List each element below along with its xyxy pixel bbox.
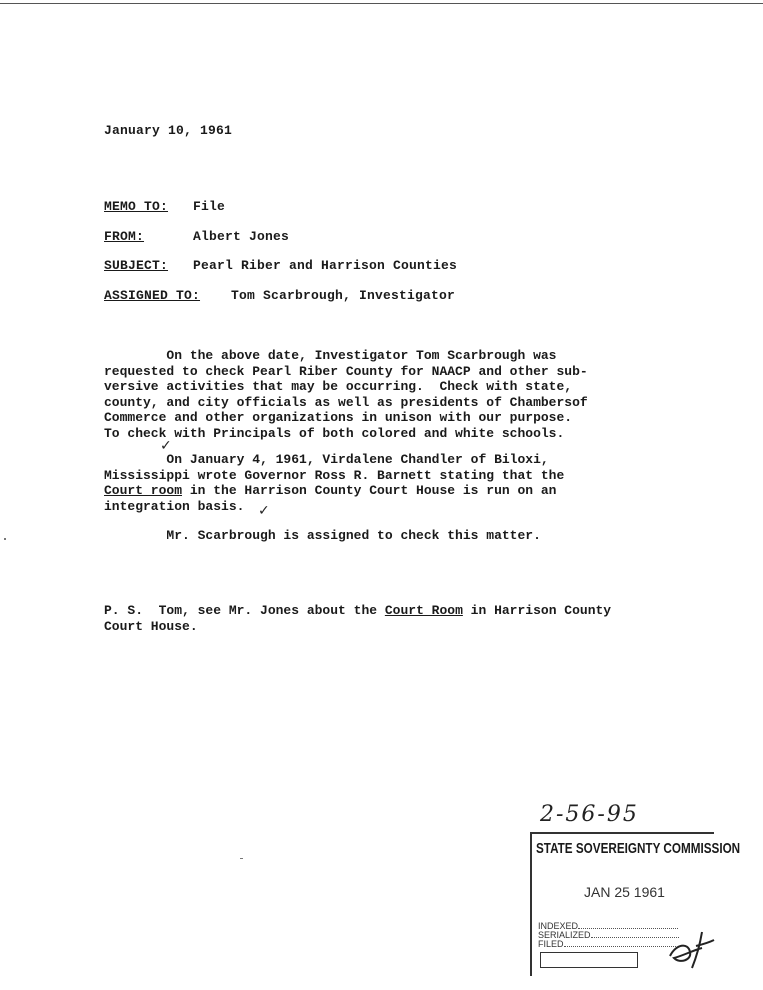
paragraph-line [104,483,684,499]
memo-date: January 10, 1961 [104,123,233,138]
stamp-field-serialized: SERIALIZED [538,931,679,940]
commission-stamp [530,832,741,976]
memo-to-label: MEMO TO: [104,199,169,214]
court-room-underlined: Court room [104,483,183,498]
paragraph-instructions [104,348,684,441]
paragraph-line: On the above date, Investigator Tom Scarbrough was [104,348,557,363]
memo-to-value: File [193,199,226,214]
paragraph-line: versive activities that may be occurring. Check with state, [104,379,573,394]
stamp-field-indexed: INDEXED [538,922,679,931]
stamp-box [540,952,638,968]
from-label: FROM: [104,229,145,244]
ps-prefix: P. S. Tom, see Mr. Jones about the [104,603,385,618]
ps-court-room: Court Room [384,603,463,618]
paragraph-line: Mr. Scarbrough is assigned to check this matter. [104,528,541,543]
top-rule [0,3,763,4]
stamp-date: JAN 25 1961 [584,884,665,900]
paragraph-line: Mississippi wrote Governor Ross R. Barnett stating that the [104,467,565,483]
scan-speck [4,538,6,540]
paragraph-line: integration basis. [104,498,245,514]
from-value: Albert Jones [193,229,290,244]
checkmark-icon: ✓ [160,438,172,454]
assigned-value: Tom Scarbrough, Investigator [231,288,456,303]
scan-speck [240,858,243,859]
paragraph-line: county, and city officials as well as presidents of Chambersof [104,394,588,410]
postscript [104,603,684,634]
paragraph-line: On January 4, 1961, Virdalene Chandler of Biloxi, [104,452,549,467]
paragraph-letter [104,452,684,514]
stamp-field-filed: FILED [538,940,679,949]
handwritten-file-number: 2-56-95 [540,802,639,827]
checkmark-icon: ✓ [258,503,270,519]
ps-suffix: in Harrison County [462,603,612,618]
paragraph-assignment [104,528,684,544]
court-room-rest: in the Harrison County Court House is run on an [182,483,557,498]
subject-value: Pearl Riber and Harrison Counties [193,258,458,273]
stamp-fields [538,922,679,949]
paragraph-line: To check with Principals of both colored and white schools. [104,425,565,441]
paragraph-line: Commerce and other organizations in unison with our purpose. [104,410,573,425]
paragraph-line: requested to check Pearl Riber County for NAACP and other sub- [104,363,588,379]
postscript-line: Court House. [104,618,198,634]
subject-label: SUBJECT: [104,258,169,273]
handwritten-initials-icon [666,926,716,970]
assigned-label: ASSIGNED TO: [104,288,201,303]
stamp-title: STATE SOVEREIGNTY COMMISSION [536,840,741,857]
postscript-line [104,603,684,619]
